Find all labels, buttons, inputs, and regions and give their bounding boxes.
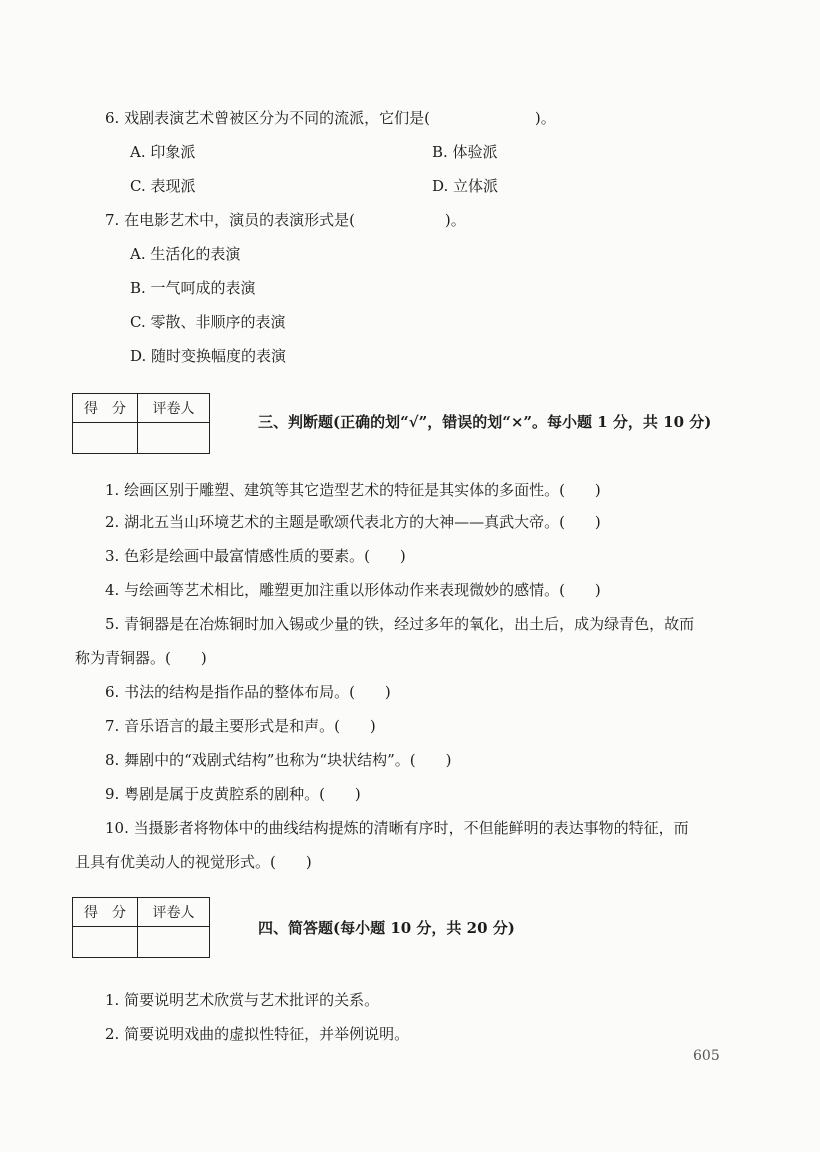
q7-option-b: B. 一气呵成的表演 xyxy=(130,279,256,297)
grader-cell[interactable] xyxy=(138,423,210,454)
judge-item-10-cont: 且具有优美动人的视觉形式。( ) xyxy=(75,853,312,871)
score-box-section4 xyxy=(72,897,210,958)
q6-option-c: C. 表现派 xyxy=(130,177,196,195)
judge-item-9: 9. 粤剧是属于皮黄腔系的剧种。( ) xyxy=(105,785,361,803)
short-answer-1: 1. 简要说明艺术欣赏与艺术批评的关系。 xyxy=(105,991,380,1009)
q7-stem: 7. 在电影艺术中，演员的表演形式是( )。 xyxy=(105,211,466,229)
q6-option-d: D. 立体派 xyxy=(432,177,499,195)
judge-item-10: 10. 当摄影者将物体中的曲线结构提炼的清晰有序时，不但能鲜明的表达事物的特征，而 xyxy=(105,819,689,837)
grader-cell[interactable] xyxy=(138,927,210,958)
q6-stem: 6. 戏剧表演艺术曾被区分为不同的流派，它们是( )。 xyxy=(105,109,556,127)
short-answer-2: 2. 简要说明戏曲的虚拟性特征，并举例说明。 xyxy=(105,1025,410,1043)
section4-title: 四、简答题(每小题 10 分，共 20 分) xyxy=(258,919,515,937)
judge-item-5: 5. 青铜器是在冶炼铜时加入锡或少量的铁，经过多年的氧化，出土后，成为绿青色，故而 xyxy=(105,615,695,633)
grader-label: 评卷人 xyxy=(138,394,210,423)
q6-option-b: B. 体验派 xyxy=(432,143,498,161)
q6-option-a: A. 印象派 xyxy=(130,143,196,161)
judge-item-2: 2. 湖北五当山环境艺术的主题是歌颂代表北方的大神——真武大帝。( ) xyxy=(105,513,601,531)
q7-option-d: D. 随时变换幅度的表演 xyxy=(130,347,287,365)
judge-item-7: 7. 音乐语言的最主要形式是和声。( ) xyxy=(105,717,376,735)
grader-label: 评卷人 xyxy=(138,898,210,927)
score-cell[interactable] xyxy=(73,927,138,958)
judge-item-1: 1. 绘画区别于雕塑、建筑等其它造型艺术的特征是其实体的多面性。( ) xyxy=(105,481,601,499)
judge-item-8: 8. 舞剧中的“戏剧式结构”也称为“块状结构”。( ) xyxy=(105,751,452,769)
section3-title: 三、判断题(正确的划“√”，错误的划“×”。每小题 1 分，共 10 分) xyxy=(258,413,712,431)
judge-item-3: 3. 色彩是绘画中最富情感性质的要素。( ) xyxy=(105,547,406,565)
page-number: 605 xyxy=(693,1048,720,1064)
score-label: 得 分 xyxy=(73,394,138,423)
q7-option-c: C. 零散、非顺序的表演 xyxy=(130,313,286,331)
judge-item-6: 6. 书法的结构是指作品的整体布局。( ) xyxy=(105,683,391,701)
judge-item-5-cont: 称为青铜器。( ) xyxy=(75,649,207,667)
q7-option-a: A. 生活化的表演 xyxy=(130,245,241,263)
score-box-section3 xyxy=(72,393,210,454)
judge-item-4: 4. 与绘画等艺术相比，雕塑更加注重以形体动作来表现微妙的感情。( ) xyxy=(105,581,601,599)
score-cell[interactable] xyxy=(73,423,138,454)
score-label: 得 分 xyxy=(73,898,138,927)
